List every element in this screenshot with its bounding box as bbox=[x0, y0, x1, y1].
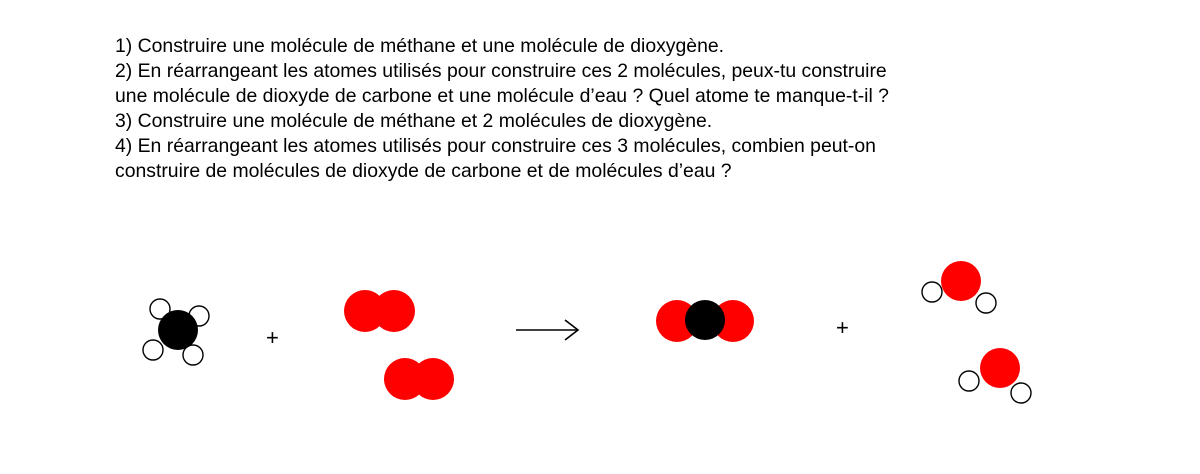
plus-sign-2: + bbox=[836, 315, 849, 340]
hydrogen-atom bbox=[143, 340, 163, 360]
instruction-line-4: 3) Construire une molécule de méthane et 2 molécules de dioxygène. bbox=[115, 110, 713, 132]
carbon-dioxide-molecule bbox=[656, 300, 754, 342]
water-molecule bbox=[922, 261, 996, 313]
instruction-line-3: une molécule de dioxyde de carbone et une molécule d’eau ? Quel atome te manque-t-il ? bbox=[115, 85, 889, 107]
oxygen-atom bbox=[980, 348, 1020, 388]
reaction-arrow bbox=[516, 320, 578, 340]
carbon-atom bbox=[685, 300, 725, 340]
hydrogen-atom bbox=[1011, 383, 1031, 403]
hydrogen-atom bbox=[959, 371, 979, 391]
instruction-line-6: construire de molécules de dioxyde de carbone et de molécules d’eau ? bbox=[115, 160, 732, 182]
dioxygen-molecule bbox=[344, 290, 415, 332]
oxygen-atom bbox=[373, 290, 415, 332]
oxygen-atom bbox=[941, 261, 981, 301]
dioxygen-molecule bbox=[384, 358, 454, 400]
water-molecule bbox=[959, 348, 1031, 403]
hydrogen-atom bbox=[922, 282, 942, 302]
methane-molecule bbox=[143, 299, 209, 365]
oxygen-atom bbox=[412, 358, 454, 400]
instruction-line-2: 2) En réarrangeant les atomes utilisés pour construire ces 2 molécules, peux-tu construire bbox=[115, 60, 887, 82]
instruction-line-1: 1) Construire une molécule de méthane et une molécule de dioxygène. bbox=[115, 35, 725, 57]
instructions-text bbox=[115, 34, 1135, 184]
carbon-atom bbox=[158, 310, 198, 350]
hydrogen-atom bbox=[976, 293, 996, 313]
reaction-diagram bbox=[0, 250, 1200, 430]
plus-sign-1: + bbox=[266, 325, 279, 350]
instruction-line-5: 4) En réarrangeant les atomes utilisés pour construire ces 3 molécules, combien peut-on bbox=[115, 135, 876, 157]
